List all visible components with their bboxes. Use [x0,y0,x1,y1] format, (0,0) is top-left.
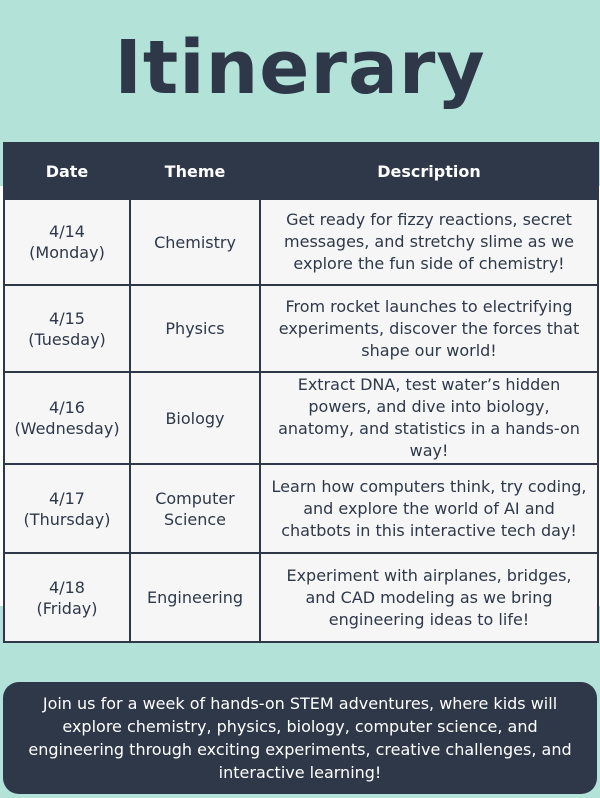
theme-cell [130,285,260,372]
summary-text: Join us for a week of hands-on STEM adventures, where kids will explore chemistry, physics, biology, computer science, and engineering through exciting experiments, creative challenges, and interactive learning! [28,694,572,782]
table-header-row [4,143,598,199]
date-cell [4,553,130,642]
theme-cell [130,199,260,285]
weekday: (Friday) [36,598,98,618]
date: 4/14 [49,222,85,241]
weekday: (Monday) [29,243,105,262]
date-cell [4,464,130,553]
date: 4/18 [49,577,85,597]
weekday: (Thursday) [23,509,111,529]
date: 4/16 [49,398,85,417]
table-row [4,553,598,642]
description-cell: Learn how computers think, try coding, and explore the world of AI and chatbots in this interactive tech day! [260,464,598,553]
theme: Science [163,509,227,529]
page-title: Itinerary [114,25,486,111]
description-cell: Extract DNA, test water’s hidden powers, and dive into biology, anatomy, and statistics in a hands-on way! [260,372,598,464]
date-cell [4,199,130,285]
table-row [4,464,598,553]
weekday: (Tuesday) [28,329,106,349]
theme: Computer [155,488,235,508]
theme: Chemistry [154,232,236,252]
weekday: (Wednesday) [14,419,120,438]
theme: Physics [165,319,225,338]
itinerary-table [3,142,599,643]
table-row [4,285,598,372]
theme: Engineering [147,588,243,607]
date-cell [4,285,130,372]
theme-cell [130,464,260,553]
description-cell: Experiment with airplanes, bridges, and CAD modeling as we bring engineering ideas to life! [260,553,598,642]
header-description: Description [260,143,598,199]
description-cell: Get ready for fizzy reactions, secret messages, and stretchy slime as we explore the fun side of chemistry! [260,199,598,285]
date-cell [4,372,130,464]
theme: Biology [165,408,225,428]
header-date: Date [4,143,130,199]
table-row [4,372,598,464]
header-theme: Theme [130,143,260,199]
theme-cell [130,553,260,642]
date: 4/17 [49,488,85,508]
theme-cell [130,372,260,464]
summary-box [3,682,597,794]
table-row [4,199,598,285]
description-cell: From rocket launches to electrifying experiments, discover the forces that shape our world! [260,285,598,372]
date: 4/15 [49,308,85,328]
